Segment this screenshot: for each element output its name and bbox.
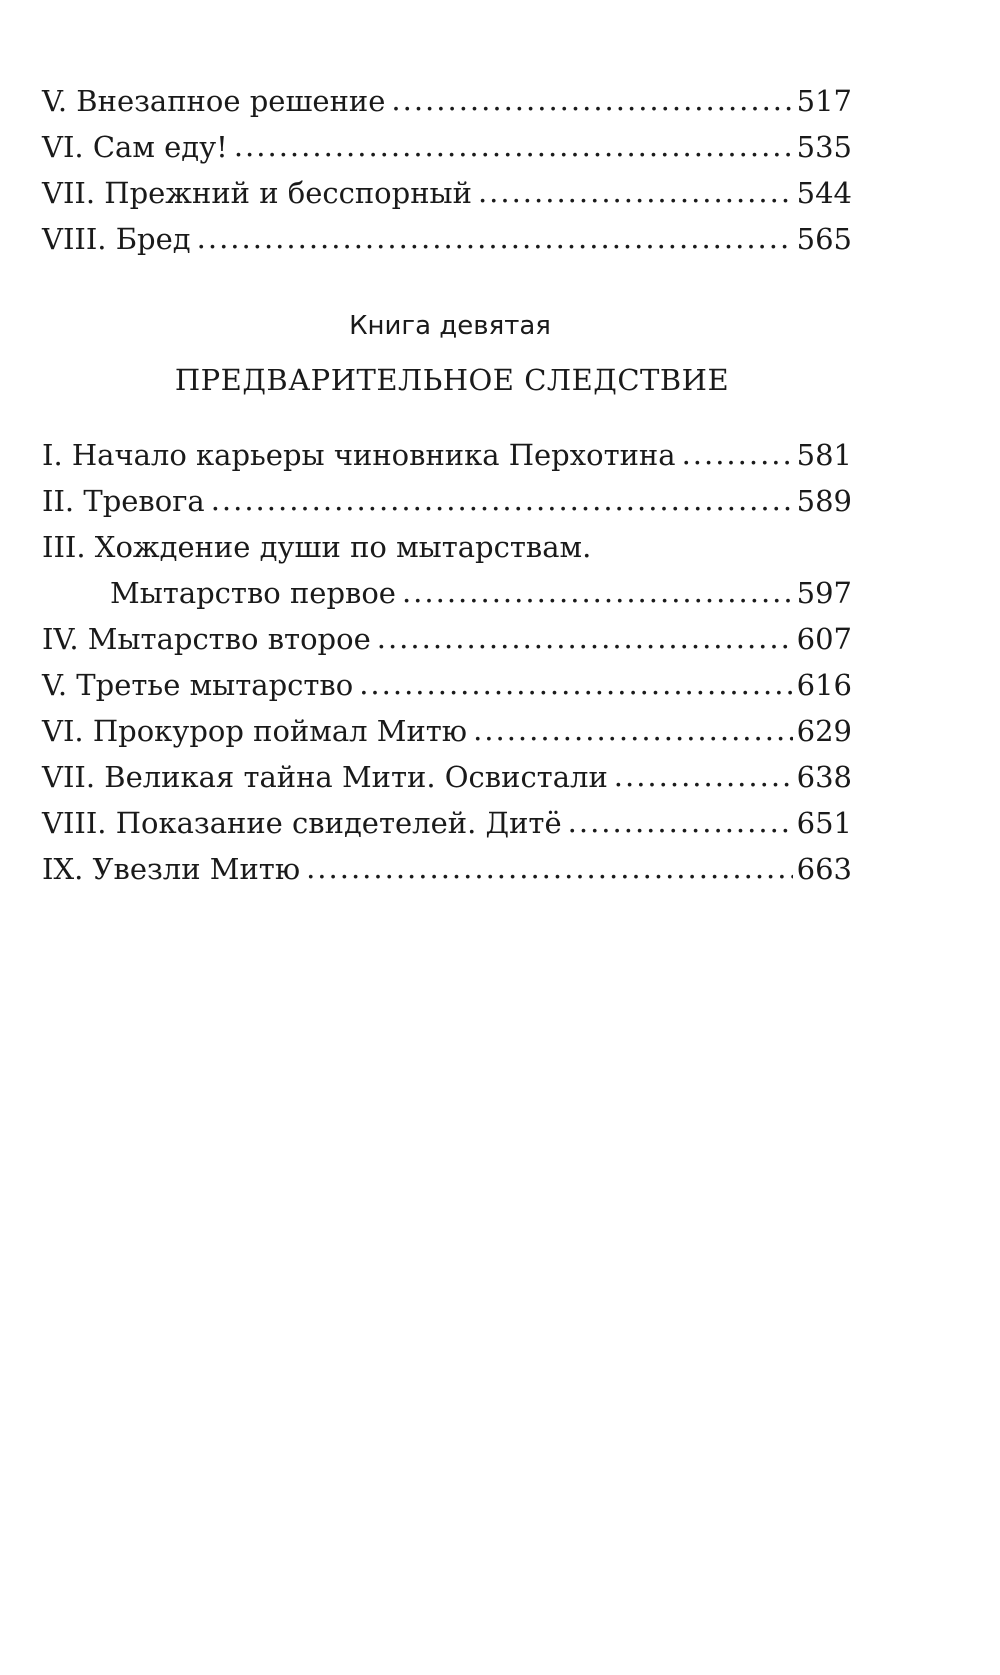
entry-page: 535: [796, 130, 852, 164]
dot-leader: [306, 845, 793, 891]
dot-leader: [614, 753, 793, 799]
toc-entry: [42, 216, 852, 262]
dot-leader: [478, 169, 793, 215]
toc-previous-book: [42, 78, 852, 262]
dot-leader: [377, 615, 793, 661]
entry-page: 589: [796, 484, 852, 518]
book-title: ПРЕДВАРИТЕЛЬНОЕ СЛЕДСТВИЕ: [174, 363, 730, 397]
toc-entry: [42, 170, 852, 216]
toc-entry: [42, 524, 852, 570]
entry-title: IX. Увезли Митю: [42, 852, 301, 886]
dot-leader: [568, 799, 793, 845]
toc-entry: [42, 754, 852, 800]
toc-entry: [42, 800, 852, 846]
entry-title: VIII. Показание свидетелей. Дитё: [42, 806, 562, 840]
dot-leader: [473, 707, 793, 753]
entry-page: 629: [796, 714, 852, 748]
entry-page: 581: [796, 438, 852, 472]
entry-title: VIII. Бред: [42, 222, 191, 256]
toc-entry: [42, 616, 852, 662]
entry-title: II. Тревога: [42, 484, 205, 518]
toc-entry: [42, 432, 852, 478]
entry-page: 616: [796, 668, 852, 702]
toc-entry: [42, 78, 852, 124]
dot-leader: [211, 477, 793, 523]
entry-title: IV. Мытарство второе: [42, 622, 371, 656]
entry-title: VI. Прокурор поймал Митю: [42, 714, 468, 748]
dot-leader: [359, 661, 792, 707]
entry-page: 597: [796, 576, 852, 610]
toc-entry-continuation: [42, 570, 852, 616]
toc-book-nine: [42, 432, 852, 892]
dot-leader: [234, 123, 793, 169]
toc-entry: [42, 478, 852, 524]
entry-page: 663: [796, 852, 852, 886]
entry-page: 565: [796, 222, 852, 256]
entry-title: VII. Прежний и бесспорный: [42, 176, 472, 210]
entry-title: VI. Сам еду!: [42, 130, 228, 164]
entry-title: III. Хождение души по мытарствам.: [42, 530, 592, 564]
dot-leader: [402, 569, 793, 615]
toc-entry: [42, 708, 852, 754]
entry-page: 651: [796, 806, 852, 840]
entry-page: 517: [796, 84, 852, 118]
toc-entry: [42, 662, 852, 708]
entry-title-continuation: Мытарство первое: [110, 576, 396, 610]
toc-entry: [42, 846, 852, 892]
entry-page: 638: [796, 760, 852, 794]
entry-title: I. Начало карьеры чиновника Перхотина: [42, 438, 676, 472]
dot-leader: [682, 431, 793, 477]
entry-title: V. Внезапное решение: [42, 84, 386, 118]
book-label: Книга девятая: [349, 311, 551, 341]
toc-entry: [42, 124, 852, 170]
entry-title: VII. Великая тайна Мити. Освистали: [42, 760, 608, 794]
dot-leader: [391, 77, 792, 123]
dot-leader: [197, 215, 793, 261]
entry-page: 544: [796, 176, 852, 210]
entry-page: 607: [796, 622, 852, 656]
entry-title: V. Третье мытарство: [42, 668, 354, 702]
